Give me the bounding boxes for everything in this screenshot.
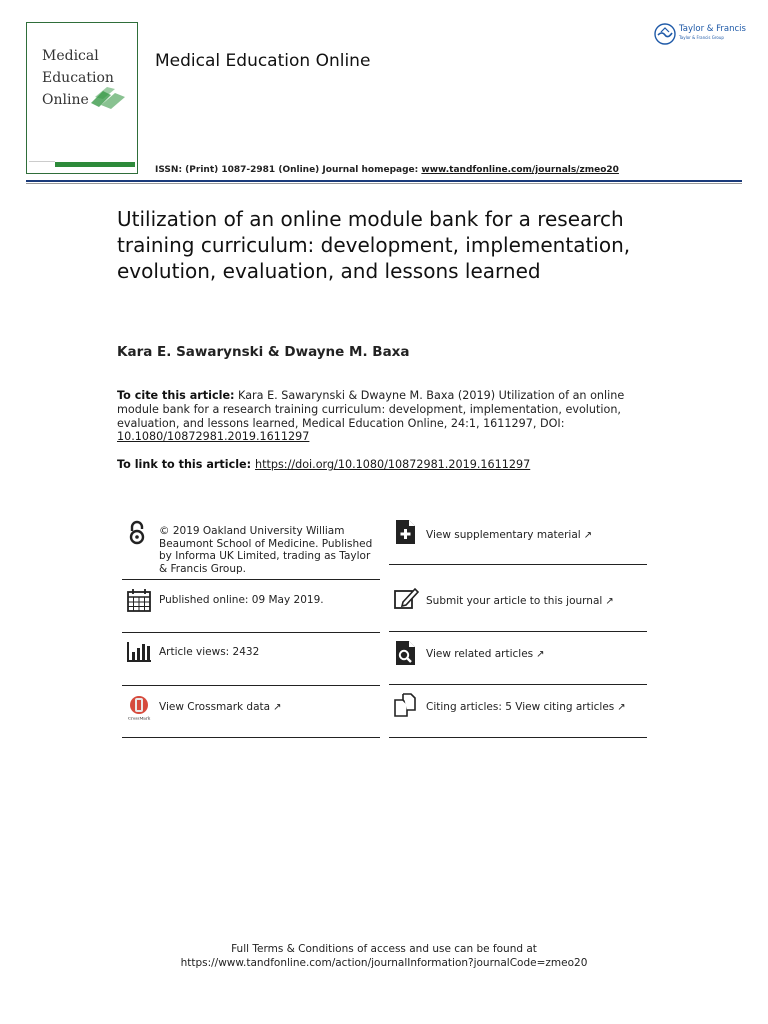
edit-icon bbox=[393, 586, 419, 612]
copyright-text: © 2019 Oakland University William Beaumont School of Medicine. Published by Informa UK Limited, trading as Taylor & Francis Group. bbox=[159, 525, 373, 575]
open-access-icon bbox=[124, 520, 150, 546]
add-document-icon bbox=[393, 519, 419, 545]
taylor-francis-logo-icon bbox=[654, 23, 676, 45]
crossmark-text: View Crossmark data ↗ bbox=[159, 701, 282, 713]
citation-label: To cite this article: bbox=[117, 389, 235, 402]
article-views: Article views: 2432 bbox=[159, 646, 260, 658]
issn-text: ISSN: (Print) 1087-2981 (Online) Journal homepage: bbox=[155, 165, 422, 175]
cell-divider bbox=[122, 579, 380, 580]
bar-chart-icon bbox=[126, 638, 152, 664]
cell-divider bbox=[389, 631, 647, 632]
citation-doi-link[interactable]: 10.1080/10872981.2019.1611297 bbox=[117, 430, 310, 444]
crossmark-icon-label: CrossMark bbox=[127, 715, 151, 720]
cell-divider bbox=[389, 737, 647, 738]
header-divider-thin bbox=[26, 183, 742, 184]
article-doi-link[interactable]: https://doi.org/10.1080/10872981.2019.1611297 bbox=[255, 458, 531, 471]
journal-name: Medical Education Online bbox=[155, 51, 371, 71]
article-link-line bbox=[117, 458, 530, 471]
related-articles-text: View related articles ↗ bbox=[426, 648, 545, 660]
copyright-cell bbox=[122, 516, 380, 580]
citing-articles-text: Citing articles: 5 View citing articles ↗ bbox=[426, 701, 626, 713]
external-link-icon: ↗ bbox=[617, 702, 626, 713]
journal-cover-image bbox=[26, 22, 138, 174]
cell-divider bbox=[389, 564, 647, 565]
submit-article-link[interactable] bbox=[389, 580, 647, 630]
taylor-francis-logo-subtext: Taylor & Francis Group bbox=[679, 35, 724, 40]
footer-line-1: Full Terms & Conditions of access and use can be found at bbox=[231, 943, 537, 955]
cell-divider bbox=[122, 685, 380, 686]
crossmark-icon bbox=[126, 694, 152, 720]
taylor-francis-logo bbox=[654, 21, 746, 47]
article-authors: Kara E. Sawarynski & Dwayne M. Baxa bbox=[117, 344, 410, 360]
issn-line bbox=[155, 165, 619, 175]
external-link-icon: ↗ bbox=[273, 702, 282, 713]
external-link-icon: ↗ bbox=[605, 596, 614, 607]
supplementary-text: View supplementary material ↗ bbox=[426, 529, 593, 541]
cell-divider bbox=[389, 684, 647, 685]
cell-divider bbox=[122, 632, 380, 633]
cover-title: Medical Education Online bbox=[42, 48, 114, 108]
journal-homepage-link[interactable]: www.tandfonline.com/journals/zmeo20 bbox=[421, 165, 619, 175]
related-articles-link[interactable] bbox=[389, 634, 647, 684]
header-divider bbox=[26, 180, 742, 182]
views-cell bbox=[122, 635, 380, 685]
article-title: Utilization of an online module bank for a research training curriculum: development, implementation, evolution, evaluation, and lessons learned bbox=[117, 207, 631, 283]
cover-leaf-graphic bbox=[89, 83, 129, 113]
published-date: Published online: 09 May 2019. bbox=[159, 594, 324, 606]
citation-block bbox=[117, 389, 627, 444]
citing-articles-link[interactable] bbox=[389, 687, 647, 737]
crossmark-link[interactable] bbox=[122, 688, 380, 738]
cover-bar-logo bbox=[29, 161, 55, 167]
calendar-icon bbox=[126, 587, 152, 613]
external-link-icon: ↗ bbox=[583, 530, 593, 541]
search-document-icon bbox=[393, 640, 419, 666]
supplementary-link[interactable] bbox=[389, 516, 647, 564]
cell-divider bbox=[122, 737, 380, 738]
submit-article-text: Submit your article to this journal ↗ bbox=[426, 595, 614, 607]
citation-text: Kara E. Sawarynski & Dwayne M. Baxa (2019) Utilization of an online module bank for a research training curriculum: development, implementation, evolution, evaluation, and lessons learned, Medical Education Online, 24:1, 1611297, DOI: bbox=[117, 389, 625, 430]
published-cell bbox=[122, 582, 380, 632]
footer-terms-link[interactable]: https://www.tandfonline.com/action/journalInformation?journalCode=zmeo20 bbox=[180, 957, 588, 969]
citing-documents-icon bbox=[393, 692, 419, 718]
taylor-francis-logo-text: Taylor & Francis bbox=[679, 24, 746, 34]
footer-terms bbox=[0, 942, 768, 970]
article-link-label: To link to this article: bbox=[117, 458, 255, 471]
external-link-icon: ↗ bbox=[536, 649, 545, 660]
